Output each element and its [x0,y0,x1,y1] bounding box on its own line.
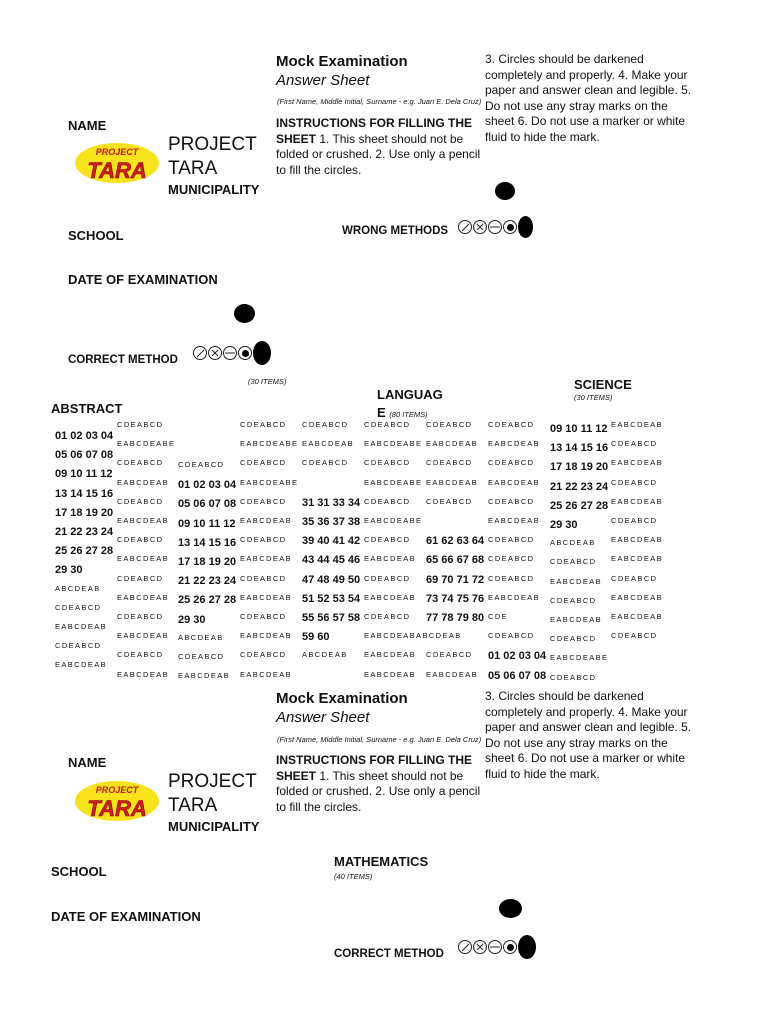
item-number-row: 25 26 27 28 [178,594,237,607]
item-number-row: 35 36 37 38 [302,516,361,528]
project-line1: PROJECT [168,771,257,792]
answer-bubble-row: CDEABCD [55,641,102,651]
school-label: SCHOOL [51,864,107,879]
answer-bubble-row: CDEABCD [117,650,164,660]
answer-bubble-row: EABCDEAB [364,554,417,564]
item-number-row: 73 74 75 76 [426,592,485,605]
item-number-row: 17 18 19 20 [178,556,237,568]
item-number-row: 29 30 [550,519,578,531]
item-number-row: 13 14 15 16 [550,442,609,455]
answer-bubble-row: EABCDEABE [364,477,423,487]
answer-bubble-row: EABCDEAB [117,477,170,487]
answer-bubble-row: CDEABCD [240,650,287,660]
answer-bubble-row: EABCDEAB [611,420,664,429]
project-title [168,770,257,818]
answer-bubble-row: CDEABCD [550,557,597,567]
blob-mark-icon [518,216,533,238]
language-label-line1: LANGUAG [377,387,443,402]
answer-bubble-row: CDEABCD [302,458,349,468]
logo-main-text: TARA [87,796,147,821]
answer-bubble-row: ABCDEAB [178,632,224,642]
project-line2: TARA [168,795,218,816]
answer-bubble-row: CDEABCD [611,573,658,583]
answer-bubble-row: EABCDEABE [117,439,176,449]
answer-bubble-row: EABCDEAB [611,458,664,468]
answer-bubble-row: CDEABCD [55,602,102,612]
instr-text: 1. This sheet should not be folded or crushed. 2. Use only a pencil to fill the circles. [276,131,481,177]
wrong-methods-label: WRONG METHODS [342,225,449,237]
language-items: (80 ITEMS) [389,410,428,419]
item-number-row: 65 66 67 68 [426,554,485,567]
project-tara-logo [74,778,160,824]
item-number-row: 77 78 79 80 [426,612,485,624]
answer-bubble-row: EABCDEAB [117,669,170,679]
filled-dot-mark-2 [234,304,255,323]
answer-bubble-row: CDEABCD [488,458,535,468]
dash-bubble-icon [488,940,502,954]
answer-bubble-row: CDEABCD [488,573,535,583]
answer-bubble-row: EABCDEAB [611,592,664,602]
item-number-row: 43 44 45 46 [302,554,361,567]
sheet1-name-hint: (First Name, Middle Initial, Surname - e.g. Juan E. Dela Cruz) [277,97,482,106]
answer-bubble-row: EABCDEAB [240,669,293,679]
correct-method-bubbles [458,935,536,959]
answer-bubble-row: EABCDEAB [364,669,417,679]
dot-bubble-icon [503,940,517,954]
answer-bubble-row: CDEABCD [117,612,164,621]
item-number-row: 01 02 03 04 [178,479,237,492]
x-bubble-icon [208,346,222,360]
answer-bubble-row: CDEABCD [178,652,225,661]
answer-bubble-row: CDE [488,612,509,621]
answer-bubble-row: EABCDEAB [55,622,108,631]
item-number-row: 01 02 03 04 [55,430,114,442]
date-of-exam-label: DATE OF EXAMINATION [68,272,218,287]
answer-bubble-row: CDEABCD [550,634,597,644]
municipality-label: MUNICIPALITY [168,819,260,834]
item-number-row: 61 62 63 64 [426,535,485,548]
item-number-row: 17 18 19 20 [55,506,114,519]
project-line1: PROJECT [168,134,257,155]
answer-bubble-row: EABCDEAB [364,650,417,660]
answer-bubble-row: EABCDEAB [550,615,603,624]
answer-bubble-row: EABCDEABE [240,439,299,449]
answer-bubble-row: CDEABCD [240,420,287,429]
answer-bubble-row: EABCDEAB [611,496,664,506]
instr-sheet-word: SHEET [276,131,317,146]
abstract-label: ABSTRACT [51,401,123,416]
filled-dot-mark-3 [499,899,522,918]
dot-bubble-icon [238,346,252,360]
project-line2: TARA [168,158,218,179]
answer-bubble-row: CDEABCD [611,631,658,641]
item-number-row: 17 18 19 20 [550,461,609,474]
answer-bubble-row: CDEABCD [426,496,473,506]
answer-bubble-row: EABCDEAB [302,439,355,449]
answer-bubble-row: ABCDEAB [302,650,348,660]
answer-bubble-row: CDEABCD [426,458,473,468]
answer-bubble-row: ABCDEAB [55,583,101,593]
logo-main-text: TARA [87,158,147,183]
item-number-row: 05 06 07 08 [488,669,547,682]
correct-method-label: CORRECT METHOD [68,354,178,366]
item-number-row: 13 14 15 16 [178,536,237,549]
item-number-row: 09 10 11 12 [55,468,113,481]
answer-bubble-row: EABCDEAB [426,669,479,679]
dash-bubble-icon [488,220,502,234]
answer-bubble-row: EABCDEAB [611,554,664,564]
answer-bubble-row: CDEABCD [611,439,658,449]
correct-method-label: CORRECT METHOD [334,948,444,960]
answer-bubble-row: CDEABCD [488,631,535,641]
answer-bubble-row: EABCDEABABCDEAB [364,631,462,641]
answer-bubble-row: EABCDEAB [611,535,664,545]
answer-bubble-row: CDEABCD [488,496,535,506]
x-bubble-icon [473,220,487,234]
item-number-row: 47 48 49 50 [302,573,361,586]
answer-bubble-row: EABCDEAB [117,554,170,564]
item-number-row: 29 30 [55,564,83,577]
item-number-row: 51 52 53 54 [302,592,361,605]
item-number-row: 21 22 23 24 [178,575,237,588]
answer-bubble-row: CDEABCD [488,554,535,564]
answer-bubble-row: CDEABCD [117,458,164,468]
answer-bubble-row: EABCDEAB [117,592,170,602]
sheet2-title: Mock Examination [276,690,408,707]
item-number-row: 09 10 11 12 [178,517,236,530]
answer-bubble-row: CDEABCD [364,612,411,621]
answer-bubble-row: EABCDEAB [426,477,479,487]
blob-mark-icon [518,935,536,959]
dash-bubble-icon [223,346,237,360]
instr-heading: INSTRUCTIONS FOR FILLING THE [276,753,472,767]
answer-bubble-row: CDEABCD [364,535,411,545]
answer-bubble-row: CDEABCD [426,420,473,429]
item-number-row: 59 60 [302,631,330,644]
answer-bubble-row: CDEABCD [488,420,535,429]
item-number-row: 29 30 [178,613,206,626]
answer-bubble-row: CDEABCD [117,420,164,429]
date-of-exam-label: DATE OF EXAMINATION [51,909,201,924]
project-tara-logo [74,140,160,186]
instr-heading: INSTRUCTIONS FOR FILLING THE [276,116,472,130]
answer-bubble-row: EABCDEAB [117,516,170,525]
item-number-row: 25 26 27 28 [55,545,114,558]
instr-text: 1. This sheet should not be folded or crushed. 2. Use only a pencil to fill the circles. [276,768,481,814]
answer-bubble-row: CDEABCD [550,595,597,605]
abstract-items: (30 ITEMS) [248,377,287,386]
answer-bubble-row: CDEABCD [611,477,658,487]
answer-bubble-row: EABCDEAB [488,516,541,525]
answer-bubble-row: CDEABCD [364,573,411,583]
answer-bubble-row: EABCDEAB [364,592,417,602]
answer-bubble-row: CDEABCD [240,612,287,621]
language-label-line2: E (80 ITEMS) [377,405,428,420]
answer-bubble-row: ABCDEAB [550,538,596,548]
answer-bubble-row: CDEABCD [302,420,349,429]
answer-bubble-row: CDEABCD [240,535,287,545]
item-number-row: 05 06 07 08 [55,449,114,462]
answer-bubble-row: CDEABCD [488,535,535,545]
answer-bubble-row: CDEABCD [178,460,225,469]
answer-bubble-row: EABCDEAB [178,671,231,681]
answer-bubble-row: CDEABCD [611,516,658,525]
filled-dot-mark [495,182,515,200]
answer-bubble-row: EABCDEABE [364,439,423,449]
answer-bubble-row: EABCDEAB [240,516,293,525]
answer-bubble-row: CDEABCD [117,535,164,545]
answer-bubble-row: EABCDEAB [240,554,293,564]
answer-bubble-row: EABCDEAB [488,592,541,602]
answer-bubble-row: EABCDEAB [55,660,108,670]
name-label: NAME [68,118,107,133]
sheet1-instructions [276,116,486,178]
item-number-row: 25 26 27 28 [550,499,609,512]
logo-top-text: PROJECT [95,147,139,157]
answer-bubble-row: EABCDEAB [117,631,170,641]
sheet2-instructions-right: 3. Circles should be darkened completely and properly. 4. Make your paper and answer clean and legible. 5. Do not use any stray marks on the sheet 6. Do not use a marker or white fluid to hide the mark. [485,689,692,781]
slash-bubble-icon [193,346,207,360]
item-number-row: 39 40 41 42 [302,535,361,548]
wrong-methods-bubbles [458,216,533,238]
municipality-label: MUNICIPALITY [168,182,260,197]
answer-bubble-row: EABCDEAB [426,439,479,449]
answer-bubble-row: EABCDEAB [488,477,541,487]
science-label: SCIENCE [574,377,632,392]
item-number-row: 21 22 23 24 [55,526,114,538]
answer-bubble-row: CDEABCD [117,496,164,506]
answer-bubble-row: CDEABCD [240,458,287,468]
x-bubble-icon [473,940,487,954]
sheet1-title: Mock Examination [276,53,408,70]
language-label [377,386,443,424]
answer-bubble-row: CDEABCD [426,650,473,660]
sheet1-subtitle: Answer Sheet [276,72,370,89]
blob-mark-icon [253,341,271,365]
sheet2-subtitle: Answer Sheet [276,709,370,726]
answer-bubble-row: CDEABCD [117,573,164,583]
slash-bubble-icon [458,940,472,954]
correct-method-bubbles [193,341,271,365]
mathematics-label: MATHEMATICS [334,854,429,869]
school-label: SCHOOL [68,228,124,243]
instr-sheet-word: SHEET [276,768,317,783]
answer-bubble-row: CDEABCD [364,458,411,468]
answer-bubble-row: EABCDEAB [488,439,541,449]
answer-bubble-row: EABCDEABE [364,516,423,525]
item-number-row: 55 56 57 58 [302,612,361,624]
answer-bubble-row: EABCDEAB [611,612,664,621]
science-items: (30 ITEMS) [574,393,613,402]
project-title [168,133,257,181]
logo-top-text: PROJECT [95,785,139,795]
item-number-row: 69 70 71 72 [426,573,485,586]
slash-bubble-icon [458,220,472,234]
item-number-row: 01 02 03 04 [488,650,547,663]
answer-bubble-row: CDEABCD [550,672,597,682]
answer-bubble-row: EABCDEABE [550,653,609,663]
name-label: NAME [68,755,107,770]
answer-bubble-row: CDEABCD [240,496,287,506]
item-number-row: 09 10 11 12 [550,423,608,435]
sheet2-instructions [276,753,486,815]
mathematics-items: (40 ITEMS) [334,872,373,881]
item-number-row: 13 14 15 16 [55,487,114,500]
answer-bubble-row: EABCDEAB [240,631,293,641]
item-number-row: 31 31 33 34 [302,496,361,509]
item-number-row: 21 22 23 24 [550,480,609,493]
answer-bubble-row: CDEABCD [240,573,287,583]
answer-bubble-row: CDEABCD [364,420,411,429]
answer-bubble-row: CDEABCD [364,496,411,506]
answer-bubble-row: EABCDEAB [240,592,293,602]
dot-bubble-icon [503,220,517,234]
sheet1-instructions-right: 3. Circles should be darkened completely and properly. 4. Make your paper and answer clean and legible. 5. Do not use any stray marks on the sheet 6. Do not use a marker or white fluid to hide the mark. [485,52,692,144]
sheet2-name-hint: (First Name, Middle Initial, Surname - e.g. Juan E. Dela Cruz) [277,735,482,744]
item-number-row: 05 06 07 08 [178,498,237,511]
answer-bubble-row: EABCDEAB [550,576,603,586]
answer-bubble-row: EABCDEABE [240,477,299,487]
